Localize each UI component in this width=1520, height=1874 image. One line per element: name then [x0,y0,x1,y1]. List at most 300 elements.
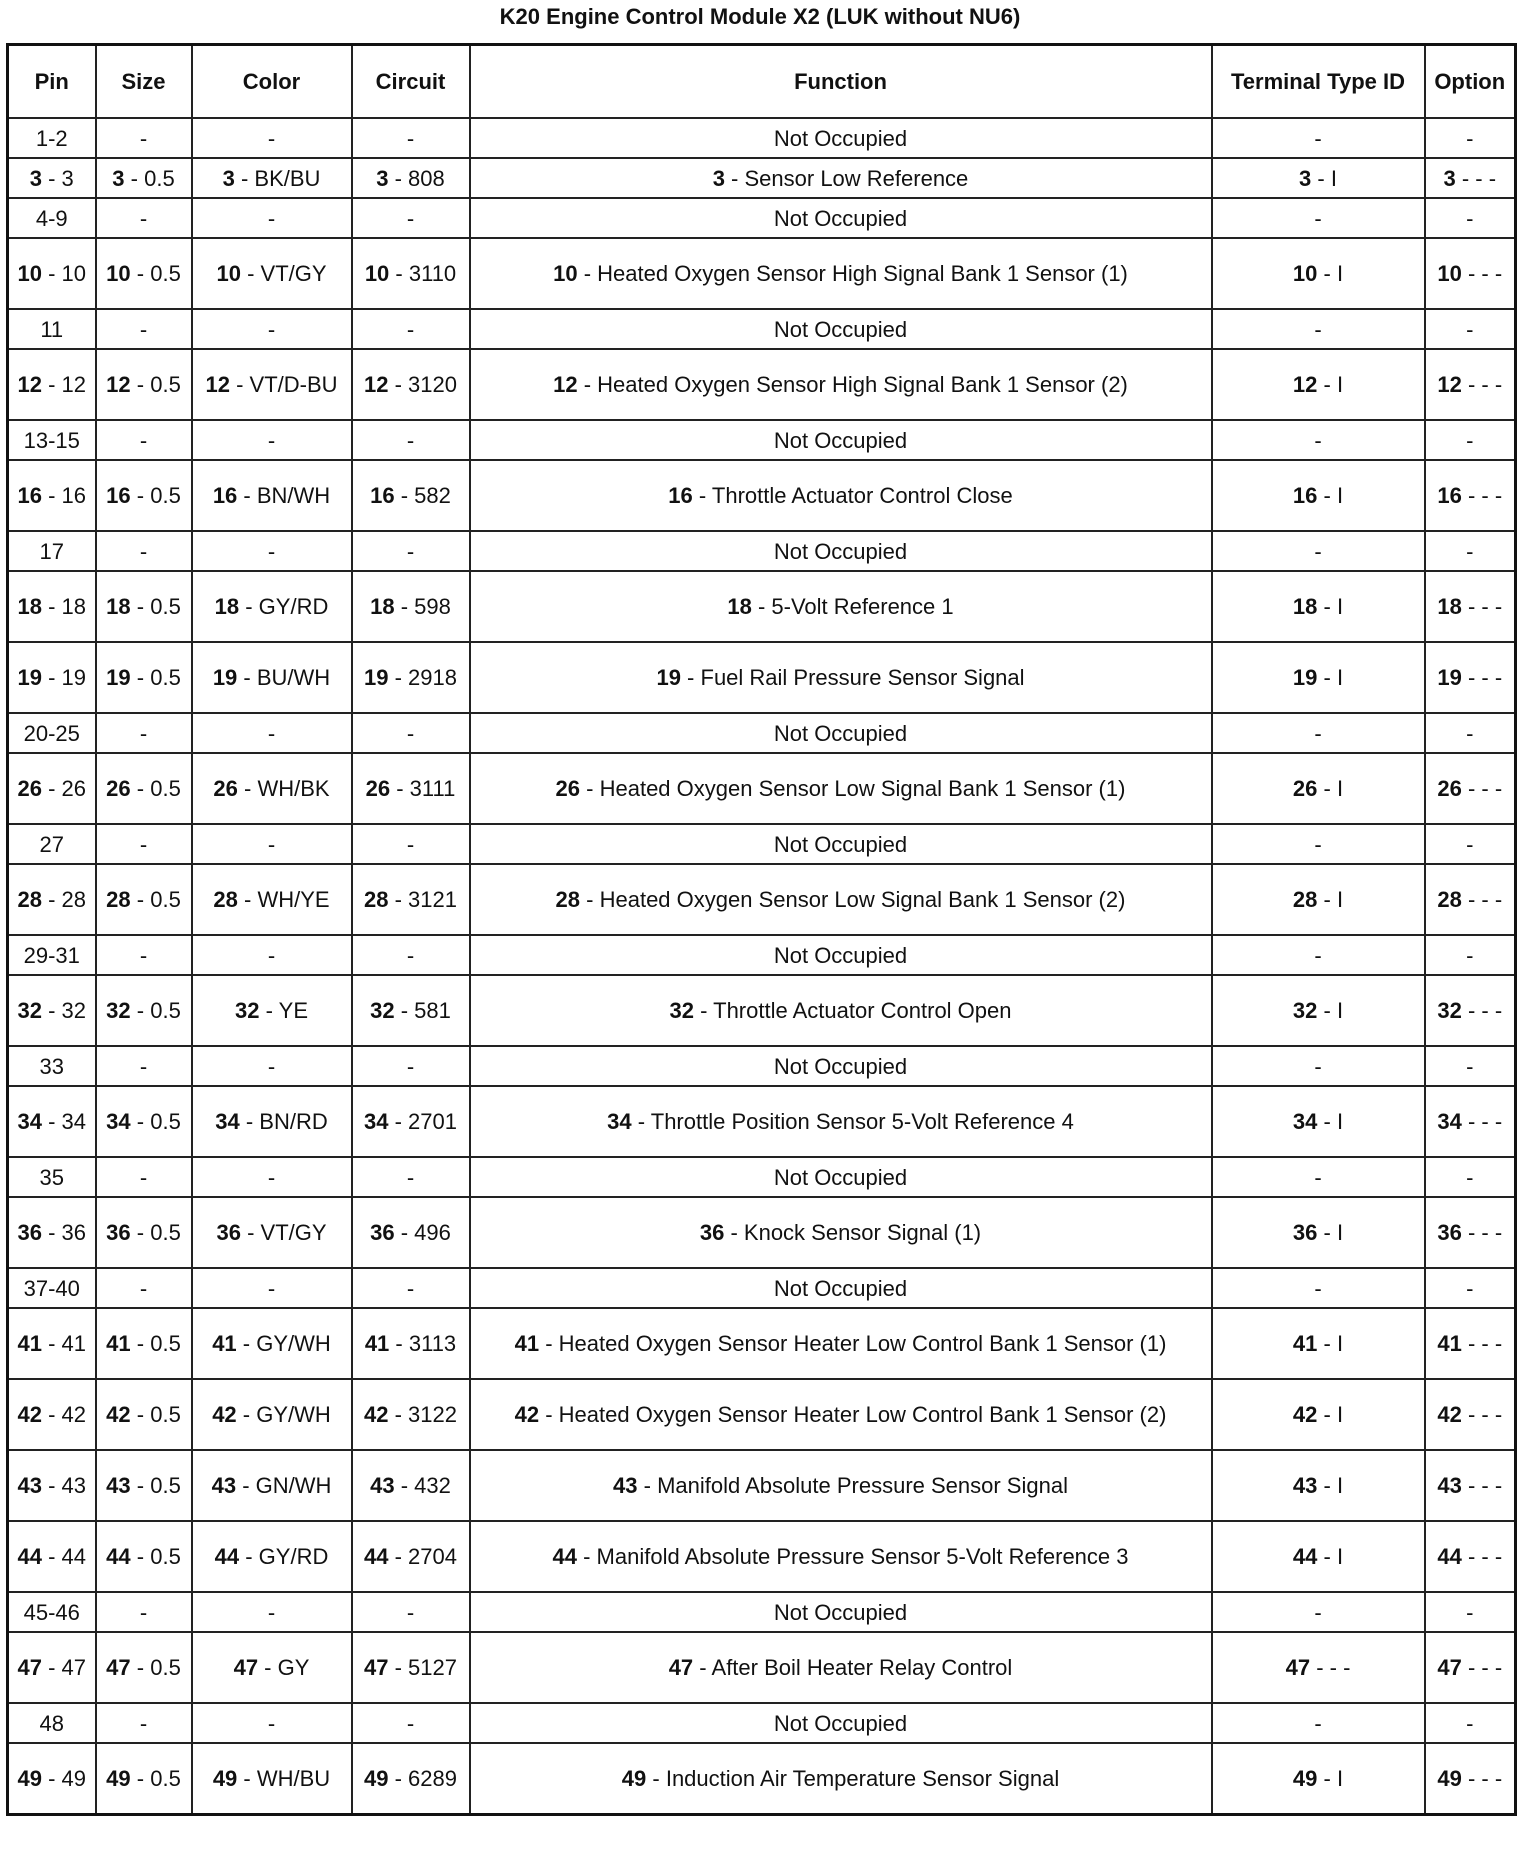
color-value: VT/D-BU [249,372,338,397]
separator: - [388,1544,409,1569]
cell-circuit [352,238,470,309]
pin-value: 16 [61,483,87,508]
row-number: 28 [1437,887,1462,912]
header-size: Size [96,45,192,119]
cell-circuit [352,1632,470,1703]
separator: - [1461,998,1482,1023]
cell-size: - [96,118,192,158]
table-row [8,460,1516,531]
separator: - [1461,594,1482,619]
row-number: 49 [212,1766,238,1791]
cell-function [470,158,1212,198]
cell-circuit: - [352,713,470,753]
row-number: 18 [727,594,752,619]
color-value: GY/WH [256,1331,331,1356]
table-row [8,1308,1516,1379]
row-number: 47 [17,1655,42,1680]
cell-pin [8,1197,96,1268]
cell-color [192,158,352,198]
cell-circuit [352,1379,470,1450]
row-number: 36 [1437,1220,1462,1245]
cell-terminal: - [1212,1046,1425,1086]
cell-option [1425,1521,1516,1592]
separator: - [234,165,255,191]
cell-pin [8,158,96,198]
cell-circuit: - [352,118,470,158]
cell-terminal: - [1212,531,1425,571]
table-row [8,1632,1516,1703]
cell-size [96,1450,192,1521]
cell-function: Not Occupied [470,420,1212,460]
cell-pin: 11 [8,309,96,349]
function-value: Fuel Rail Pressure Sensor Signal [700,665,1025,690]
separator: - [41,887,62,912]
cell-color [192,349,352,420]
row-number: 26 [213,776,238,801]
table-row [8,713,1516,753]
cell-function: Not Occupied [470,1157,1212,1197]
cell-function [470,1086,1212,1157]
document-title: K20 Engine Control Module X2 (LUK without NU6) [499,4,1021,29]
cell-terminal [1212,1379,1425,1450]
terminal-value: I [1336,483,1344,508]
separator: - [41,261,62,286]
cell-pin [8,571,96,642]
cell-pin: 33 [8,1046,96,1086]
row-number: 12 [17,372,42,397]
cell-pin: 27 [8,824,96,864]
color-value: GY/RD [258,1544,329,1569]
cell-function: Not Occupied [470,1268,1212,1308]
row-number: 34 [106,1109,131,1134]
table-row [8,642,1516,713]
row-number: 43 [1292,1473,1318,1498]
separator: - [130,1220,151,1245]
cell-pin [8,238,96,309]
terminal-value: I [1336,665,1344,690]
size-value: 0.5 [150,261,181,286]
row-number: 10 [553,261,578,286]
row-number: 10 [1437,261,1462,286]
cell-size [96,238,192,309]
row-number: 10 [17,261,42,286]
option-value: - - [1481,1655,1503,1680]
cell-terminal [1212,642,1425,713]
table-row [8,349,1516,420]
separator: - [1461,261,1482,286]
cell-size [96,349,192,420]
cell-option [1425,1450,1516,1521]
pin-value: 42 [61,1402,87,1427]
header-terminal-type-id: Terminal Type ID [1212,45,1425,119]
row-number: 42 [1437,1402,1462,1427]
row-number: 10 [364,261,390,286]
separator: - [130,1109,151,1134]
row-number: 19 [1437,665,1462,690]
table-row [8,1703,1516,1743]
color-value: BN/RD [259,1109,328,1134]
terminal-value: I [1336,998,1344,1023]
row-number: 49 [1437,1766,1462,1791]
row-number: 44 [1437,1544,1462,1569]
row-number: 28 [17,887,42,912]
cell-pin [8,642,96,713]
terminal-value: I [1336,594,1344,619]
row-number: 47 [1285,1655,1311,1680]
function-value: Knock Sensor Signal (1) [743,1220,982,1245]
function-value: After Boil Heater Relay Control [711,1655,1013,1680]
separator: - [580,887,600,912]
cell-color: - [192,420,352,460]
cell-terminal: - [1212,198,1425,238]
table-row [8,571,1516,642]
cell-option: - [1425,1592,1516,1632]
cell-pin: 17 [8,531,96,571]
cell-terminal [1212,1308,1425,1379]
cell-function: Not Occupied [470,1592,1212,1632]
cell-option: - [1425,118,1516,158]
size-value: 0.5 [150,594,181,619]
function-value: Heated Oxygen Sensor High Signal Bank 1 Sensor (2) [597,372,1128,397]
header-circuit: Circuit [352,45,470,119]
row-number: 41 [212,1331,237,1356]
cell-color: - [192,1703,352,1743]
row-number: 3 [1443,165,1456,191]
cell-color [192,1379,352,1450]
cell-size [96,571,192,642]
option-value: - - [1481,776,1503,801]
separator: - [41,1220,62,1245]
separator: - [1461,1220,1482,1245]
option-value: - - [1481,1331,1503,1356]
cell-circuit: - [352,531,470,571]
cell-terminal [1212,1743,1425,1815]
circuit-value: 5127 [408,1655,457,1680]
terminal-value: I [1336,1220,1344,1245]
cell-pin: 45-46 [8,1592,96,1632]
separator: - [680,665,701,690]
function-value: Throttle Position Sensor 5-Volt Reference 4 [650,1109,1074,1134]
row-number: 16 [106,483,131,508]
circuit-value: 598 [414,594,451,619]
row-number: 18 [106,594,131,619]
cell-color [192,1308,352,1379]
row-number: 26 [106,776,131,801]
cell-circuit [352,1743,470,1815]
terminal-value: I [1336,1109,1344,1134]
row-number: 32 [669,998,694,1023]
separator: - [1461,483,1482,508]
cell-size [96,1743,192,1815]
separator: - [124,165,145,191]
cell-color [192,1521,352,1592]
row-number: 36 [1292,1220,1318,1245]
cell-color [192,1197,352,1268]
separator: - [1317,1220,1337,1245]
separator: - [637,1473,658,1498]
cell-terminal: - [1212,1268,1425,1308]
row-number: 34 [1292,1109,1318,1134]
cell-function: Not Occupied [470,713,1212,753]
cell-pin [8,753,96,824]
row-number: 12 [553,372,578,397]
separator: - [1317,776,1337,801]
row-number: 12 [364,372,389,397]
separator: - [1461,1473,1482,1498]
size-value: 0.5 [150,1473,181,1498]
row-number: 49 [1292,1766,1318,1791]
cell-option: - [1425,420,1516,460]
cell-pin [8,460,96,531]
option-value: - - [1475,165,1497,191]
option-value: - - [1481,1473,1503,1498]
row-number: 49 [364,1766,389,1791]
separator: - [130,594,151,619]
function-value: Heated Oxygen Sensor High Signal Bank 1 Sensor (1) [597,261,1128,286]
circuit-value: 582 [414,483,451,508]
cell-function [470,1521,1212,1592]
table-row [8,864,1516,935]
function-value: Sensor Low Reference [744,165,969,191]
cell-function [470,642,1212,713]
cell-pin: 35 [8,1157,96,1197]
cell-pin [8,1086,96,1157]
separator: - [1461,372,1482,397]
row-number: 47 [106,1655,131,1680]
row-number: 44 [1292,1544,1318,1569]
row-number: 49 [106,1766,131,1791]
table-row [8,1592,1516,1632]
separator: - [259,998,279,1023]
cell-function: Not Occupied [470,531,1212,571]
separator: - [130,1544,151,1569]
row-number: 16 [1292,483,1318,508]
terminal-value: I [1336,1544,1344,1569]
cell-circuit: - [352,1268,470,1308]
cell-circuit [352,158,470,198]
cell-option [1425,753,1516,824]
row-number: 43 [1437,1473,1462,1498]
cell-circuit: - [352,824,470,864]
separator: - [240,261,261,286]
cell-option [1425,1308,1516,1379]
color-value: WH/BK [257,776,330,801]
cell-size [96,1379,192,1450]
pin-value: 49 [61,1766,87,1791]
circuit-value: 3120 [408,372,457,397]
circuit-value: 6289 [408,1766,457,1791]
row-number: 34 [1437,1109,1462,1134]
row-number: 49 [621,1766,647,1791]
table-row [8,824,1516,864]
cell-color [192,864,352,935]
color-value: BK/BU [254,165,321,191]
row-number: 28 [106,887,131,912]
separator: - [1317,1331,1337,1356]
option-value: - - [1481,1402,1503,1427]
row-number: 32 [1292,998,1318,1023]
separator: - [237,483,257,508]
cell-pin: 37-40 [8,1268,96,1308]
row-number: 12 [106,372,131,397]
terminal-value: I [1336,372,1344,397]
pin-value: 34 [61,1109,87,1134]
table-row [8,1197,1516,1268]
separator: - [41,594,62,619]
function-value: Manifold Absolute Pressure Sensor Signal [657,1473,1068,1498]
row-number: 28 [555,887,581,912]
connector-pinout-table [6,43,1517,1816]
cell-circuit [352,1197,470,1268]
size-value: 0.5 [150,1109,181,1134]
size-value: 0.5 [150,1766,181,1791]
row-number: 41 [17,1331,42,1356]
separator: - [724,165,745,191]
cell-size: - [96,1703,192,1743]
size-value: 0.5 [150,998,181,1023]
row-number: 34 [215,1109,240,1134]
row-number: 34 [364,1109,389,1134]
table-row [8,309,1516,349]
row-number: 3 [112,165,125,191]
cell-circuit [352,1521,470,1592]
separator: - [41,372,62,397]
circuit-value: 3111 [409,776,456,801]
cell-terminal [1212,1632,1425,1703]
header-row [8,45,1516,119]
separator: - [539,1402,559,1427]
separator: - [41,776,62,801]
terminal-value: I [1336,1331,1344,1356]
cell-terminal: - [1212,309,1425,349]
row-number: 19 [364,665,389,690]
separator: - [1317,665,1337,690]
cell-function [470,1743,1212,1815]
option-value: - - [1481,1109,1503,1134]
table-row [8,1268,1516,1308]
color-value: BN/WH [256,483,331,508]
circuit-value: 3122 [408,1402,457,1427]
cell-circuit [352,460,470,531]
cell-color: - [192,1046,352,1086]
circuit-value: 3121 [408,887,457,912]
separator: - [130,372,151,397]
row-number: 28 [364,887,389,912]
separator: - [388,1109,409,1134]
cell-terminal [1212,753,1425,824]
cell-circuit [352,571,470,642]
option-value: - - [1481,483,1503,508]
circuit-value: 581 [414,998,451,1023]
separator: - [236,1331,257,1356]
cell-option [1425,1743,1516,1815]
separator: - [724,1220,744,1245]
cell-terminal: - [1212,824,1425,864]
cell-color [192,1743,352,1815]
row-number: 19 [17,665,42,690]
pin-value: 12 [61,372,87,397]
cell-option [1425,571,1516,642]
cell-circuit: - [352,1592,470,1632]
separator: - [1461,1109,1482,1134]
separator: - [130,665,151,690]
cell-color: - [192,1268,352,1308]
row-number: 36 [699,1220,725,1245]
row-number: 41 [1292,1331,1318,1356]
cell-option [1425,1379,1516,1450]
separator: - [631,1109,651,1134]
cell-terminal: - [1212,935,1425,975]
cell-option [1425,460,1516,531]
separator: - [1317,483,1337,508]
row-number: 43 [211,1473,237,1498]
cell-size [96,753,192,824]
row-number: 18 [17,594,42,619]
cell-size: - [96,309,192,349]
size-value: 0.5 [150,1544,181,1569]
cell-function: Not Occupied [470,824,1212,864]
separator: - [41,1402,62,1427]
separator: - [130,483,151,508]
row-number: 36 [216,1220,241,1245]
table-row [8,1450,1516,1521]
separator: - [237,776,258,801]
cell-terminal [1212,349,1425,420]
table-row [8,531,1516,571]
row-number: 36 [17,1220,42,1245]
cell-size: - [96,531,192,571]
row-number: 18 [214,594,240,619]
table-body [8,118,1516,1815]
cell-circuit: - [352,1046,470,1086]
table-row [8,1743,1516,1815]
pin-value: 32 [61,998,87,1023]
terminal-value: I [1336,1766,1344,1791]
row-number: 32 [235,998,260,1023]
separator: - [41,1473,62,1498]
cell-color: - [192,1592,352,1632]
color-value: YE [278,998,308,1023]
separator: - [576,1544,597,1569]
separator: - [1461,1402,1482,1427]
cell-terminal: - [1212,1703,1425,1743]
separator: - [1461,1766,1482,1791]
separator: - [1461,887,1482,912]
color-value: VT/GY [260,261,327,286]
function-value: Throttle Actuator Control Close [711,483,1013,508]
separator: - [1311,165,1331,191]
cell-size [96,1521,192,1592]
separator: - [389,261,409,286]
cell-size [96,1308,192,1379]
cell-pin [8,1743,96,1815]
row-number: 41 [1437,1331,1462,1356]
separator: - [394,594,415,619]
color-value: VT/GY [260,1220,327,1245]
cell-terminal [1212,571,1425,642]
row-number: 49 [17,1766,42,1791]
cell-color [192,642,352,713]
row-number: 32 [106,998,131,1023]
cell-terminal: - [1212,1157,1425,1197]
cell-size: - [96,824,192,864]
row-number: 44 [214,1544,240,1569]
header-pin: Pin [8,45,96,119]
cell-function [470,238,1212,309]
separator: - [539,1331,559,1356]
row-number: 19 [656,665,681,690]
size-value: 0.5 [150,372,181,397]
